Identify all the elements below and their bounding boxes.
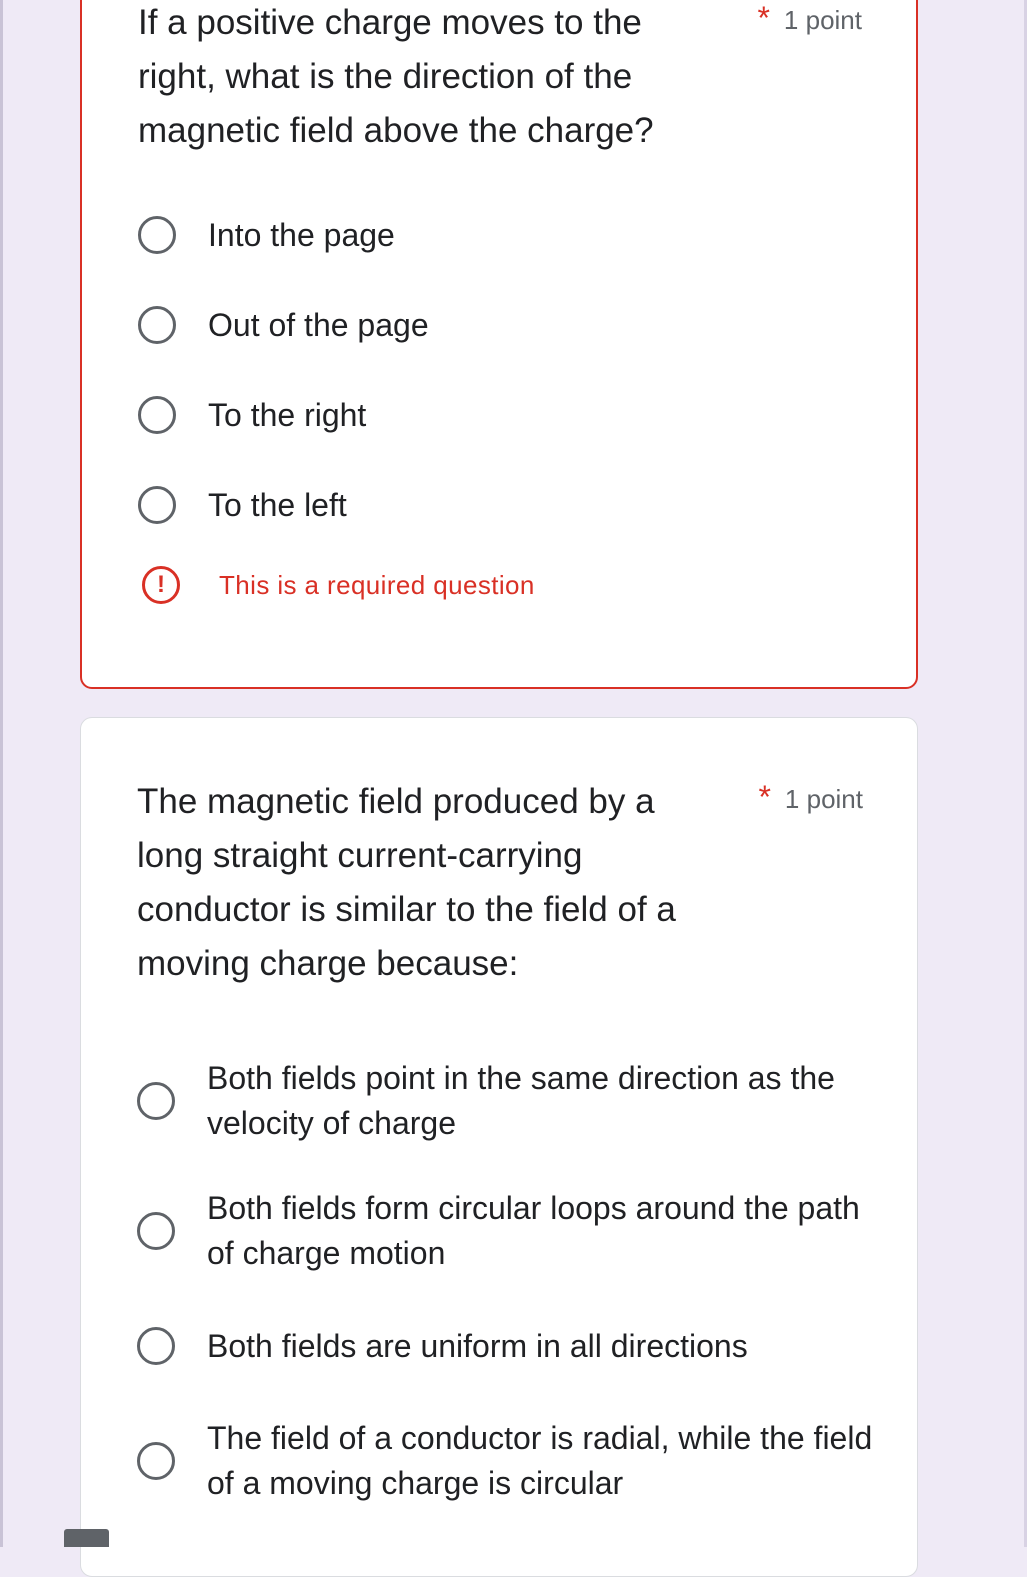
option-label: Both fields form circular loops around the path of charge motion (207, 1190, 860, 1271)
error-message: This is a required question (219, 569, 535, 600)
option-label: To the right (208, 396, 367, 433)
options-list (135, 1036, 877, 1526)
option-same-direction-as-velocity[interactable] (135, 1036, 877, 1166)
radio-unchecked-icon[interactable] (138, 216, 176, 254)
question-header (138, 0, 862, 158)
option-label: Both fields are uniform in all directions (207, 1327, 748, 1364)
question-card-1 (80, 0, 918, 689)
question-title: The magnetic field produced by a long straight current-carrying conductor is similar to the field of a moving charge because: (137, 782, 676, 983)
radio-unchecked-icon[interactable] (137, 1082, 175, 1120)
radio-unchecked-icon[interactable] (138, 486, 176, 524)
question-card-2 (80, 717, 918, 1577)
page-left-edge (0, 0, 3, 1547)
question-points: 1 point (784, 784, 863, 814)
question-points: 1 point (783, 5, 862, 35)
option-label: To the left (208, 486, 347, 523)
radio-unchecked-icon[interactable] (137, 1327, 175, 1365)
option-label: Both fields point in the same direction as the velocity of charge (207, 1060, 835, 1141)
option-radial-vs-circular[interactable] (135, 1396, 877, 1526)
question-title: If a positive charge moves to the right, what is the direction of the magnetic field above the charge? (138, 3, 654, 150)
question-meta (758, 775, 863, 821)
radio-unchecked-icon[interactable] (137, 1442, 175, 1480)
radio-unchecked-icon[interactable] (138, 306, 176, 344)
option-to-the-left[interactable] (136, 460, 876, 550)
required-asterisk-icon: * (758, 779, 771, 815)
required-asterisk-icon: * (757, 0, 770, 36)
option-into-the-page[interactable] (136, 190, 876, 280)
error-alert-icon: ! (142, 566, 180, 604)
option-to-the-right[interactable] (136, 370, 876, 460)
option-label: The field of a conductor is radial, while the field of a moving charge is circular (207, 1420, 873, 1501)
partial-floating-tab (64, 1529, 109, 1547)
option-out-of-the-page[interactable] (136, 280, 876, 370)
question-header (137, 775, 863, 991)
option-uniform-all-directions[interactable] (135, 1296, 877, 1396)
option-label: Out of the page (208, 306, 429, 343)
option-label: Into the page (208, 216, 395, 253)
radio-unchecked-icon[interactable] (137, 1212, 175, 1250)
option-circular-loops[interactable] (135, 1166, 877, 1296)
question-meta (757, 0, 862, 42)
required-error (142, 566, 535, 604)
radio-unchecked-icon[interactable] (138, 396, 176, 434)
options-list (136, 190, 876, 550)
